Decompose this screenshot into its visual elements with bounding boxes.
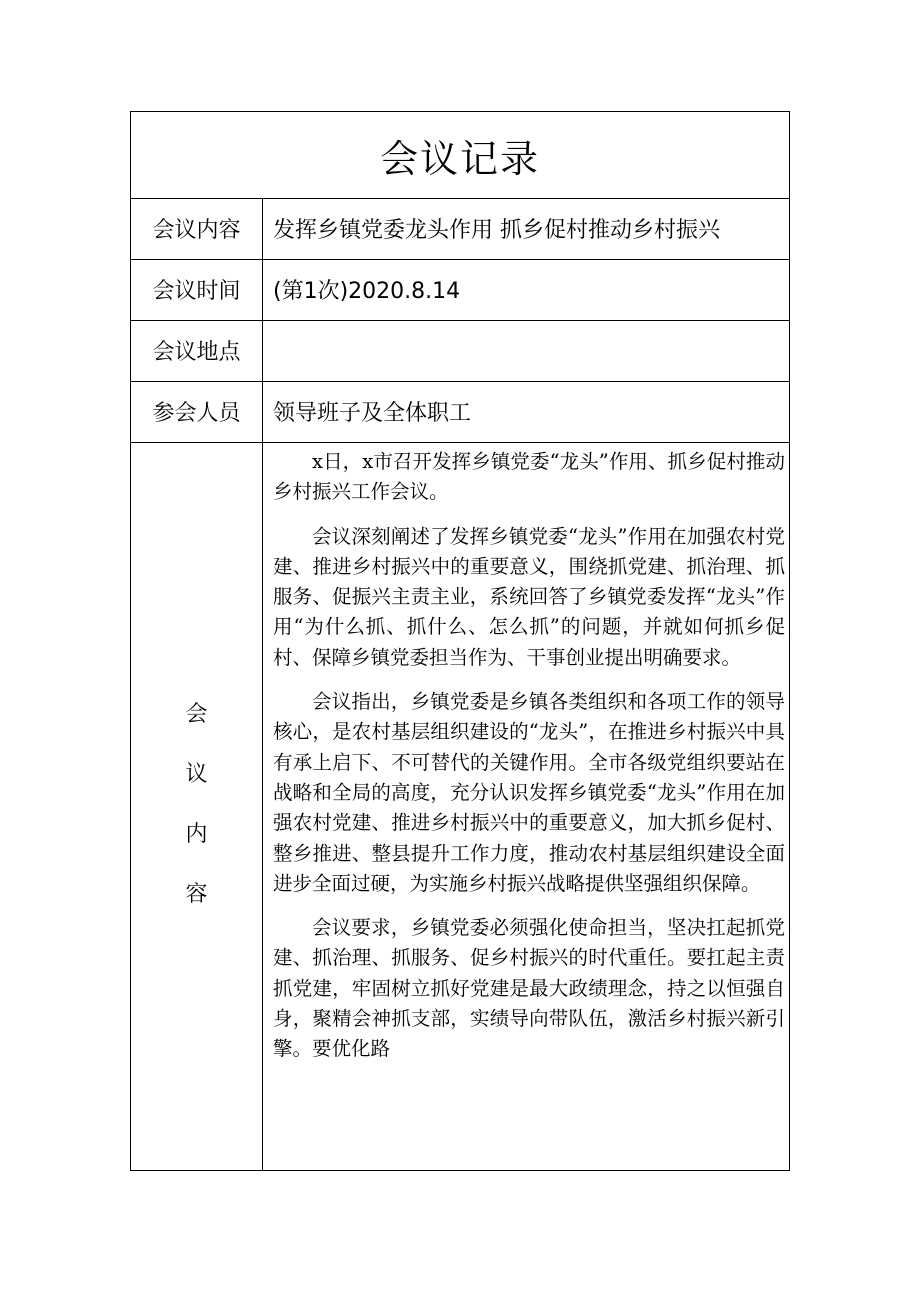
row-value: 发挥乡镇党委龙头作用 抓乡促村推动乡村振兴	[273, 218, 720, 243]
content-paragraph: 会议要求，乡镇党委必须强化使命担当，坚决扛起抓党建、抓治理、抓服务、促乡村振兴的时代重任。要扛起主责抓党建，牢固树立抓好党建是最大政绩理念，持之以恒强自身，聚精会神抓支部，实绩导向带队伍，激活乡村振兴新引擎。要优化路	[273, 916, 785, 1061]
content-label-char: 内	[185, 822, 208, 847]
row-value	[273, 320, 783, 381]
meeting-record-table	[130, 111, 790, 1171]
content-label-char: 议	[185, 762, 208, 787]
row-meeting-location	[131, 320, 789, 382]
title-row	[131, 112, 789, 199]
row-meeting-time	[131, 259, 789, 321]
row-attendees	[131, 381, 789, 443]
content-vertical-label	[131, 443, 263, 1171]
content-label-char: 容	[185, 882, 208, 907]
row-label: 会议内容	[131, 198, 263, 259]
row-label: 参会人员	[131, 381, 263, 442]
row-meeting-content	[131, 443, 789, 1171]
page-title: 会议记录	[379, 136, 540, 181]
row-label: 会议时间	[131, 259, 263, 320]
row-value: (第1次)2020.8.14	[273, 279, 461, 304]
row-label: 会议地点	[131, 320, 263, 381]
content-paragraph: 会议深刻阐述了发挥乡镇党委“龙头”作用在加强农村党建、推进乡村振兴中的重要意义，围绕抓党建、抓治理、抓服务、促振兴主责主业，系统回答了乡镇党委发挥“龙头”作用“为什么抓、抓什么、怎么抓”的问题，并就如何抓乡促村、保障乡镇党委担当作为、干事创业提出明确要求。	[273, 524, 785, 669]
content-paragraph: x日，x市召开发挥乡镇党委“龙头”作用、抓乡促村推动乡村振兴工作会议。	[273, 450, 785, 504]
row-value: 领导班子及全体职工	[273, 401, 472, 426]
content-body	[273, 447, 785, 1079]
row-meeting-topic	[131, 198, 789, 260]
content-label-char: 会	[185, 702, 208, 727]
content-paragraph: 会议指出，乡镇党委是乡镇各类组织和各项工作的领导核心，是农村基层组织建设的“龙头”，在推进乡村振兴中具有承上启下、不可替代的关键作用。全市各级党组织要站在战略和全局的高度，充分认识发挥乡镇党委“龙头”作用在加强农村党建、推进乡村振兴中的重要意义，加大抓乡促村、整乡推进、整县提升工作力度，推动农村基层组织建设全面进步全面过硬，为实施乡村振兴战略提供坚强组织保障。	[273, 690, 785, 895]
